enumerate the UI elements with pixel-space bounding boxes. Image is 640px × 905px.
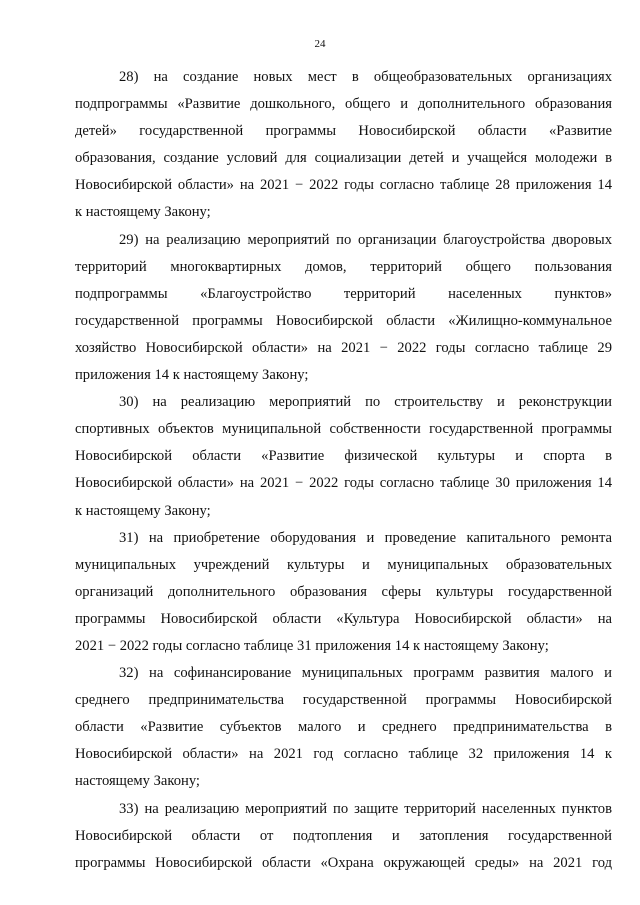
list-item-29 (75, 227, 612, 390)
text-line: хозяйство Новосибирской области» на 2021 − 2022 годы согласно таблице 29 (75, 339, 612, 356)
text-line: 2021 − 2022 годы согласно таблице 31 приложения 14 к настоящему Закону; (75, 637, 549, 654)
document-body (75, 64, 612, 877)
text-line: настоящему Закону; (75, 773, 200, 790)
text-line: 32) на софинансирование муниципальных программ развития малого и (119, 665, 612, 682)
list-item-31 (75, 525, 612, 660)
page-number: 24 (314, 38, 326, 50)
text-line: 33) на реализацию мероприятий по защите территорий населенных пунктов (119, 800, 612, 817)
text-line: 31) на приобретение оборудования и проведение капитального ремонта (119, 529, 612, 546)
text-line: к настоящему Закону; (75, 502, 211, 519)
text-line: Новосибирской области» на 2021 − 2022 годы согласно таблице 30 приложения 14 (75, 475, 612, 492)
text-line: Новосибирской области «Развитие физической культуры и спорта в (75, 448, 612, 465)
text-line: спортивных объектов муниципальной собственности государственной программы (75, 421, 612, 438)
text-line: муниципальных учреждений культуры и муниципальных образовательных (75, 556, 612, 573)
text-line: государственной программы Новосибирской области «Жилищно-коммунальное (75, 312, 612, 329)
list-item-28 (75, 64, 612, 227)
list-item-32 (75, 660, 612, 795)
text-line: подпрограммы «Развитие дошкольного, общего и дополнительного образования (75, 96, 612, 113)
text-line: территорий многоквартирных домов, территорий общего пользования (75, 258, 612, 275)
text-line: области «Развитие субъектов малого и среднего предпринимательства в (75, 719, 612, 736)
text-line: Новосибирской области» на 2021 год согласно таблице 32 приложения 14 к (75, 746, 612, 763)
text-line: 28) на создание новых мест в общеобразовательных организациях (119, 69, 612, 85)
text-line: приложения 14 к настоящему Закону; (75, 367, 309, 384)
text-line: подпрограммы «Благоустройство территорий населенных пунктов» (75, 285, 612, 302)
text-line: 30) на реализацию мероприятий по строительству и реконструкции (119, 394, 612, 411)
list-item-30 (75, 389, 612, 524)
text-line: Новосибирской области от подтопления и затопления государственной (75, 827, 612, 844)
text-line: программы Новосибирской области «Культура Новосибирской области» на (75, 610, 612, 627)
text-line: к настоящему Закону; (75, 204, 211, 221)
text-line: детей» государственной программы Новосибирской области «Развитие (75, 123, 612, 140)
text-line: образования, создание условий для социализации детей и учащейся молодежи в (75, 150, 612, 167)
text-line: среднего предпринимательства государственной программы Новосибирской (75, 692, 612, 709)
text-line: организаций дополнительного образования сферы культуры государственной (75, 583, 612, 600)
text-line: Новосибирской области» на 2021 − 2022 годы согласно таблице 28 приложения 14 (75, 177, 612, 194)
list-item-33 (75, 796, 612, 877)
text-line: программы Новосибирской области «Охрана окружающей среды» на 2021 год (75, 854, 612, 871)
text-line: 29) на реализацию мероприятий по организации благоустройства дворовых (119, 231, 612, 248)
